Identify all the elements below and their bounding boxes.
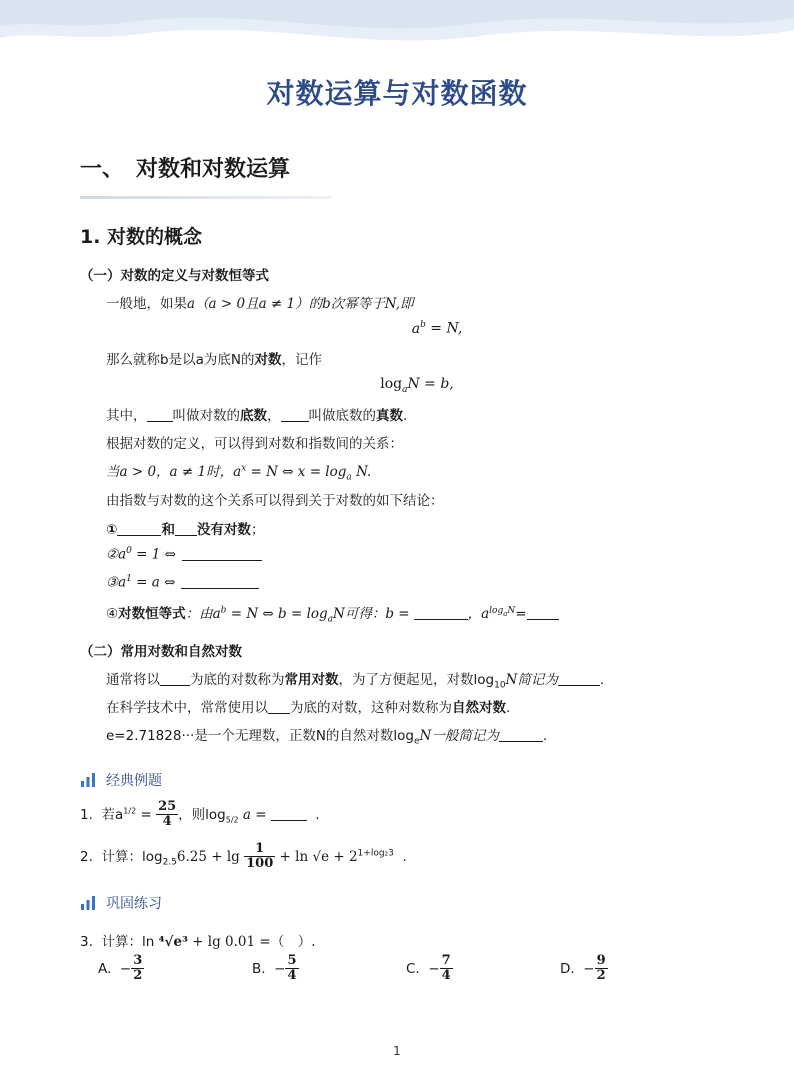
formula-power: $a^b = N$, bbox=[411, 320, 463, 337]
blank-c2[interactable] bbox=[182, 548, 262, 561]
bar-chart-icon bbox=[80, 896, 96, 910]
part2-heading: （二）常用对数和自然对数 bbox=[80, 644, 242, 660]
blank-common-base[interactable] bbox=[160, 673, 190, 686]
relation-formula: 当a > 0，a ≠ 1时，$a^x = N$ ⇔ $x = \log_a N$. bbox=[106, 463, 372, 483]
definition-line-1: 一般地，如果a（a > 0且a ≠ 1）的b次幂等于N,即 bbox=[106, 296, 414, 312]
section-heading bbox=[80, 152, 290, 183]
formula-log: $\log_aN = b$, bbox=[380, 376, 454, 395]
answer-blank-1[interactable] bbox=[271, 808, 307, 821]
e-constant-line: e=2.71828···是一个无理数，正数N的自然对数$\log_eN$一般简记为 . bbox=[106, 728, 548, 747]
blank-c3[interactable] bbox=[181, 576, 259, 589]
bar-chart-icon bbox=[80, 773, 96, 787]
blank-c4-identity[interactable] bbox=[527, 607, 559, 620]
section-number: 一、 bbox=[80, 157, 125, 182]
part1-heading: （一）对数的定义与对数恒等式 bbox=[80, 268, 269, 284]
blank-lg[interactable] bbox=[558, 673, 600, 686]
fraction-1-100: $\frac{1}{100}$ bbox=[246, 841, 274, 872]
conclusion-1: ① 和 没有对数； bbox=[106, 522, 265, 538]
page-number: 1 bbox=[393, 1044, 401, 1058]
blank-c1-b[interactable] bbox=[175, 523, 197, 536]
conclusion-3: $③a^1 = a$ ⇔ bbox=[106, 574, 259, 591]
option-b[interactable]: B. − $\frac{5}{4}$ bbox=[252, 953, 297, 984]
header-wave-decoration bbox=[0, 0, 794, 60]
conclusion-intro: 由指数与对数的这个关系可以得到关于对数的如下结论： bbox=[106, 493, 444, 509]
subsection-heading: 1. 对数的概念 bbox=[80, 226, 203, 248]
section-underline bbox=[80, 196, 332, 199]
examples-label: 经典例题 bbox=[80, 770, 162, 790]
section-label: 对数和对数运算 bbox=[136, 157, 291, 182]
blank-c1-a[interactable] bbox=[117, 523, 161, 536]
conclusion-4: ④对数恒等式：由$a^b = N$ ⇔ $b = \log_aN$可得：b = ，$a^{log_aN}=$ bbox=[106, 602, 559, 625]
relation-intro: 根据对数的定义，可以得到对数和指数间的关系： bbox=[106, 436, 403, 452]
common-log-line: 通常将以 为底的对数称为常用对数，为了方便起见，对数$\log_{10}N$简记为 . bbox=[106, 672, 605, 691]
option-c[interactable]: C. − $\frac{7}{4}$ bbox=[406, 953, 451, 984]
definition-line-2: 那么就称b是以a为底N的对数，记作 bbox=[106, 352, 322, 368]
fraction-25-4: $\frac{25}{4}$ bbox=[158, 799, 177, 830]
option-d[interactable]: D. − $\frac{9}{2}$ bbox=[560, 953, 606, 984]
blank-ln[interactable] bbox=[499, 729, 543, 742]
definition-line-3: 其中， 叫做对数的底数， 叫做底数的真数. bbox=[106, 408, 408, 424]
conclusion-2: $②a^0 = 1$ ⇔ bbox=[106, 546, 262, 563]
problem-2: 2. 计算：$\log_{2.5}6.25 + \lg$ $\frac{1}{100}$ + $\ln √e + 2^{1+log_23}$ . bbox=[80, 841, 407, 872]
blank-natural-base[interactable] bbox=[268, 701, 290, 714]
problem-1: 1. 若$a^{1/2}$ = $\frac{25}{4}$ ，则$\log_{5/2} a$ = . bbox=[80, 799, 320, 830]
option-a[interactable]: A. − $\frac{3}{2}$ bbox=[98, 953, 143, 984]
blank-c4-b[interactable] bbox=[414, 607, 468, 620]
document-title: 对数运算与对数函数 bbox=[266, 77, 528, 110]
blank-base[interactable] bbox=[147, 409, 173, 422]
practice-label: 巩固练习 bbox=[80, 893, 162, 913]
natural-log-line: 在科学技术中，常常使用以 为底的对数，这种对数称为自然对数. bbox=[106, 700, 511, 716]
blank-antilog[interactable] bbox=[281, 409, 309, 422]
problem-3: 3. 计算：ln ⁴√e³ + lg 0.01 =（ ）. bbox=[80, 934, 316, 950]
